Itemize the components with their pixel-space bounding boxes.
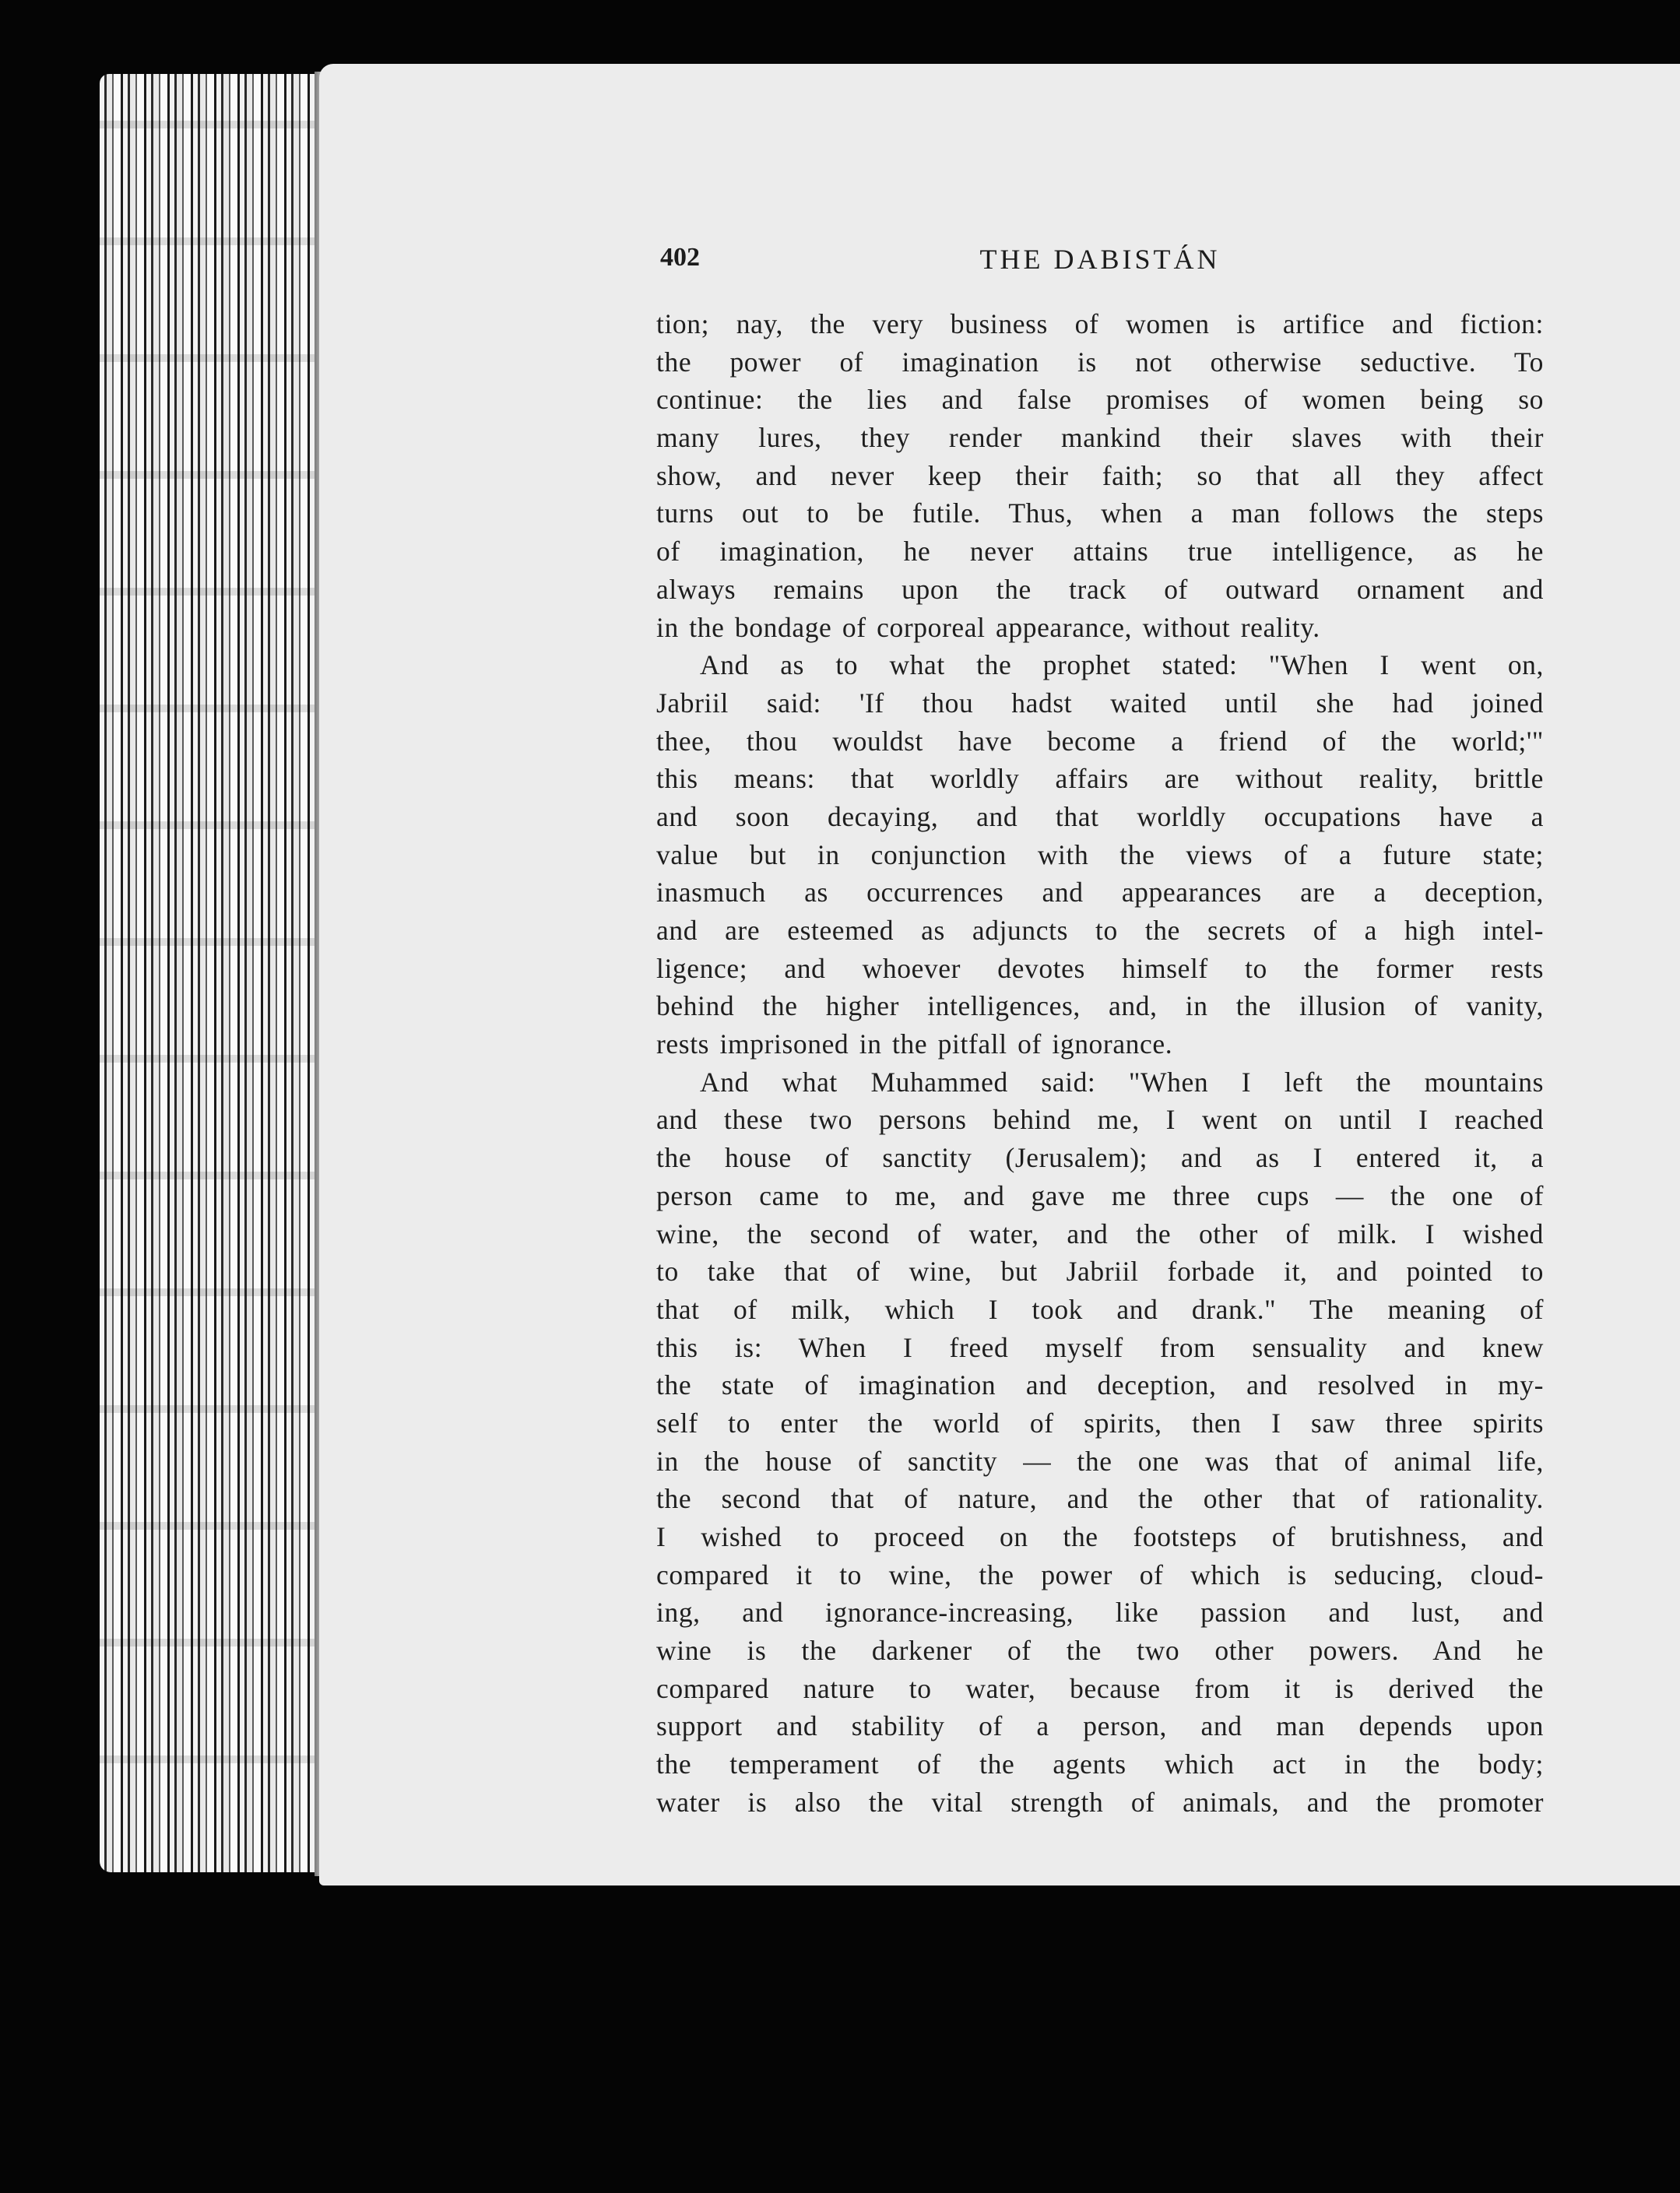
text-line: behind the higher intelligences, and, in the illusion of vanity, [656,990,1544,1022]
text-line: the house of sanctity (Jerusalem); and as I entered it, a [656,1142,1544,1174]
text-line: value but in conjunction with the views of a future state; [656,838,1544,870]
text-line: wine is the darkener of the two other powers. And he [656,1635,1544,1667]
page-header [660,243,1540,279]
text-line: ing, and ignorance-increasing, like passion and lust, and [656,1597,1544,1629]
text-line: in the house of sanctity — the one was that of animal life, [656,1445,1544,1477]
text-line: and these two persons behind me, I went on until I reached [656,1104,1544,1136]
text-line: to take that of wine, but Jabriil forbade it, and pointed to [656,1256,1544,1288]
text-line: person came to me, and gave me three cups — the one of [656,1179,1544,1211]
text-line: that of milk, which I took and drank." The meaning of [656,1293,1544,1325]
text-line: inasmuch as occurrences and appearances are a deception, [656,877,1544,908]
text-line: of imagination, he never attains true intelligence, as he [656,536,1544,568]
running-head: THE DABISTÁN [979,244,1221,275]
text-line: Jabriil said: 'If thou hadst waited until she had joined [656,687,1544,719]
text-line: always remains upon the track of outward ornament and [656,573,1544,605]
text-line: tion; nay, the very business of women is artifice and fiction: [656,308,1544,339]
text-line: show, and never keep their faith; so that all they affect [656,459,1544,491]
text-line: support and stability of a person, and man depends upon [656,1710,1544,1742]
text-line: ligence; and whoever devotes himself to the former rests [656,952,1544,984]
text-line: I wished to proceed on the footsteps of brutishness, and [656,1521,1544,1552]
text-line: continue: the lies and false promises of women being so [656,384,1544,416]
text-line: in the bondage of corporeal appearance, without reality. [656,611,1320,643]
text-line: And as to what the prophet stated: "When I went on, [700,649,1544,681]
text-line: this means: that worldly affairs are without reality, brittle [656,763,1544,795]
text-line: self to enter the world of spirits, then I saw three spirits [656,1407,1544,1439]
text-line: compared nature to water, because from it is derived the [656,1672,1544,1704]
text-line: compared it to wine, the power of which is seducing, cloud- [656,1559,1544,1590]
text-line: wine, the second of water, and the other of milk. I wished [656,1218,1544,1249]
text-line: the temperament of the agents which act in the body; [656,1748,1544,1780]
book-page-edges [100,74,333,1872]
text-line: water is also the vital strength of animals, and the promoter [656,1786,1544,1818]
text-line: the power of imagination is not otherwise seductive. To [656,346,1544,378]
body-text [656,305,1544,1822]
text-line: turns out to be futile. Thus, when a man follows the steps [656,497,1544,529]
text-line: this is: When I freed myself from sensuality and knew [656,1331,1544,1363]
page-number: 402 [660,243,700,272]
text-line: thee, thou wouldst have become a friend of the world;'" [656,725,1544,757]
text-line: many lures, they render mankind their slaves with their [656,422,1544,454]
text-line: and are esteemed as adjuncts to the secrets of a high intel- [656,915,1544,946]
text-line: the second that of nature, and the other that of rationality. [656,1483,1544,1515]
text-line: And what Muhammed said: "When I left the mountains [700,1066,1544,1098]
text-line: rests imprisoned in the pitfall of ignorance. [656,1028,1173,1060]
text-line: the state of imagination and deception, and resolved in my- [656,1369,1544,1401]
text-line: and soon decaying, and that worldly occupations have a [656,800,1544,832]
